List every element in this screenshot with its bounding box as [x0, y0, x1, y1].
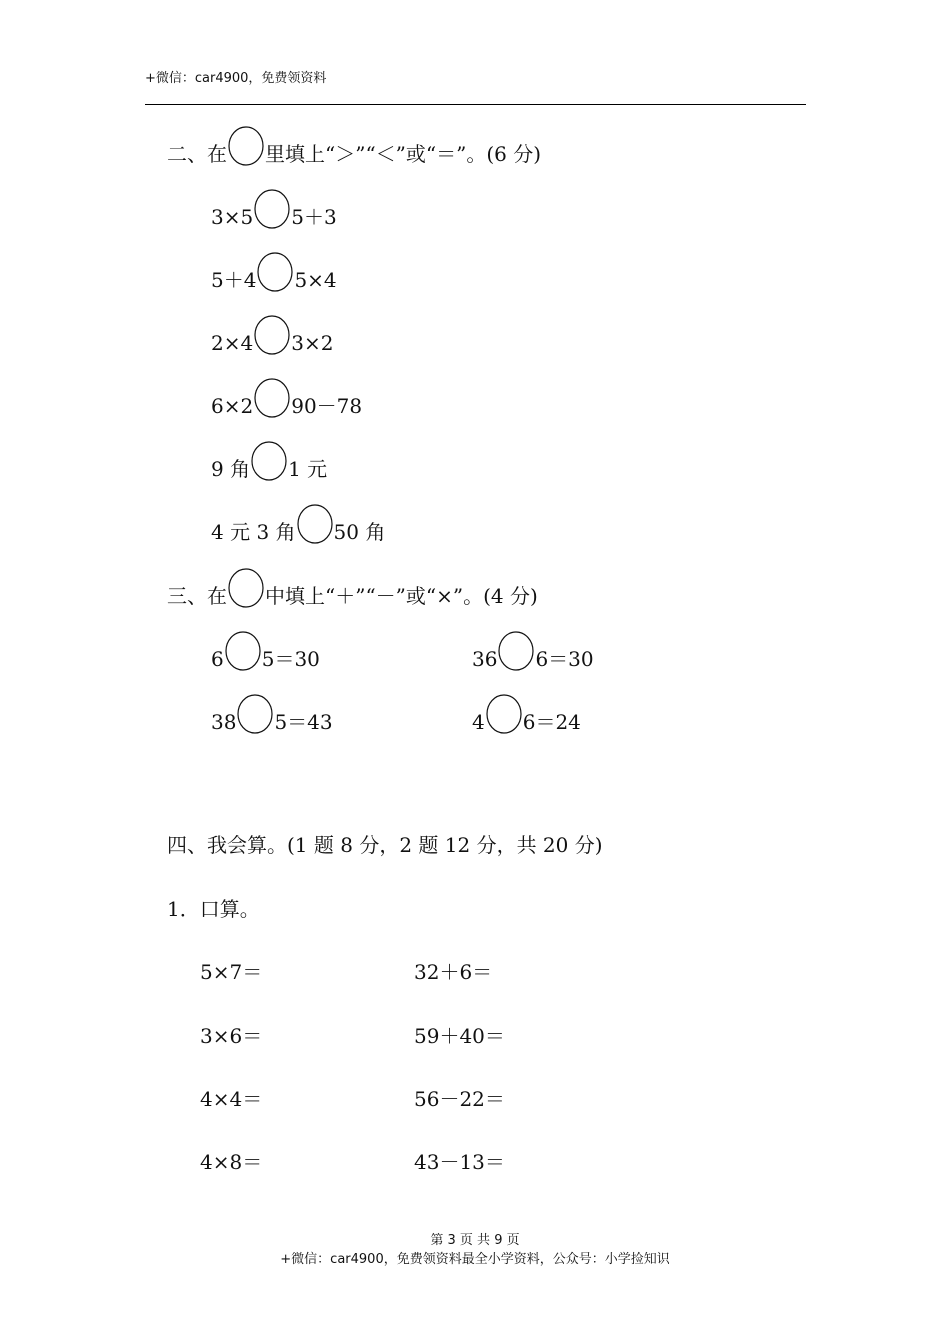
item-right: 5×4: [294, 268, 337, 292]
calc-problem: 32＋6＝: [414, 960, 493, 984]
item-right: 6＝24: [522, 710, 581, 734]
item-left: 5＋4: [211, 268, 257, 292]
item-left: 9 角: [211, 457, 251, 481]
item-right: 5＝43: [274, 710, 333, 734]
item-left: 3×5: [211, 205, 254, 229]
item-right: 90－78: [291, 394, 363, 418]
item-right: 5＝30: [261, 647, 320, 671]
section2-item: [211, 520, 385, 544]
item-right: 5＋3: [291, 205, 337, 229]
section4-subtitle: 1．口算。: [167, 897, 260, 921]
calc-problem: 4×4＝: [200, 1087, 263, 1111]
item-left: 38: [211, 710, 237, 734]
answer-circle-input[interactable]: [253, 205, 291, 229]
section3-item: [211, 647, 320, 671]
answer-circle-icon: [227, 584, 265, 608]
page-number: 第 3 页 共 9 页: [430, 1233, 520, 1248]
answer-circle-input[interactable]: [253, 394, 291, 418]
calc-problem: 4×8＝: [200, 1150, 263, 1174]
section2-title-pre: 二、在: [167, 142, 227, 166]
section3-item: [472, 710, 581, 734]
section2-title: [167, 142, 541, 166]
item-left: 4 元 3 角: [211, 520, 296, 544]
section4-title: 四、我会算。(1 题 8 分，2 题 12 分，共 20 分): [167, 833, 603, 857]
calc-problem: 59＋40＝: [414, 1024, 505, 1048]
answer-circle-input[interactable]: [296, 520, 334, 544]
section2-item: [211, 268, 337, 292]
item-left: 4: [472, 710, 485, 734]
answer-circle-input[interactable]: [224, 647, 262, 671]
item-left: 6×2: [211, 394, 254, 418]
item-right: 50 角: [333, 520, 386, 544]
header-note: +微信：car4900，免费领资料: [145, 71, 327, 86]
section2-title-post: 里填上“＞”“＜”或“＝”。(6 分): [265, 142, 542, 166]
section2-item: [211, 457, 327, 481]
item-left: 2×4: [211, 331, 254, 355]
section3-item: [472, 647, 594, 671]
item-left: 36: [472, 647, 498, 671]
item-right: 1 元: [288, 457, 328, 481]
answer-circle-input[interactable]: [236, 710, 274, 734]
answer-circle-input[interactable]: [250, 457, 288, 481]
answer-circle-input[interactable]: [253, 331, 291, 355]
item-left: 6: [211, 647, 224, 671]
item-right: 6＝30: [535, 647, 594, 671]
answer-circle-input[interactable]: [256, 268, 294, 292]
section2-item: [211, 331, 333, 355]
answer-circle-input[interactable]: [497, 647, 535, 671]
calc-problem: 3×6＝: [200, 1024, 263, 1048]
section3-title-post: 中填上“＋”“－”或“×”。(4 分): [265, 584, 538, 608]
answer-circle-icon: [227, 142, 265, 166]
section3-title-pre: 三、在: [167, 584, 227, 608]
item-right: 3×2: [291, 331, 334, 355]
calc-problem: 56－22＝: [414, 1087, 505, 1111]
section2-item: [211, 205, 337, 229]
answer-circle-input[interactable]: [485, 710, 523, 734]
section3-title: [167, 584, 538, 608]
calc-problem: 5×7＝: [200, 960, 263, 984]
footer-note: +微信：car4900，免费领资料最全小学资料，公众号：小学捡知识: [280, 1252, 670, 1267]
calc-problem: 43－13＝: [414, 1150, 505, 1174]
section2-item: [211, 394, 362, 418]
header-divider: [145, 104, 806, 105]
section3-item: [211, 710, 333, 734]
